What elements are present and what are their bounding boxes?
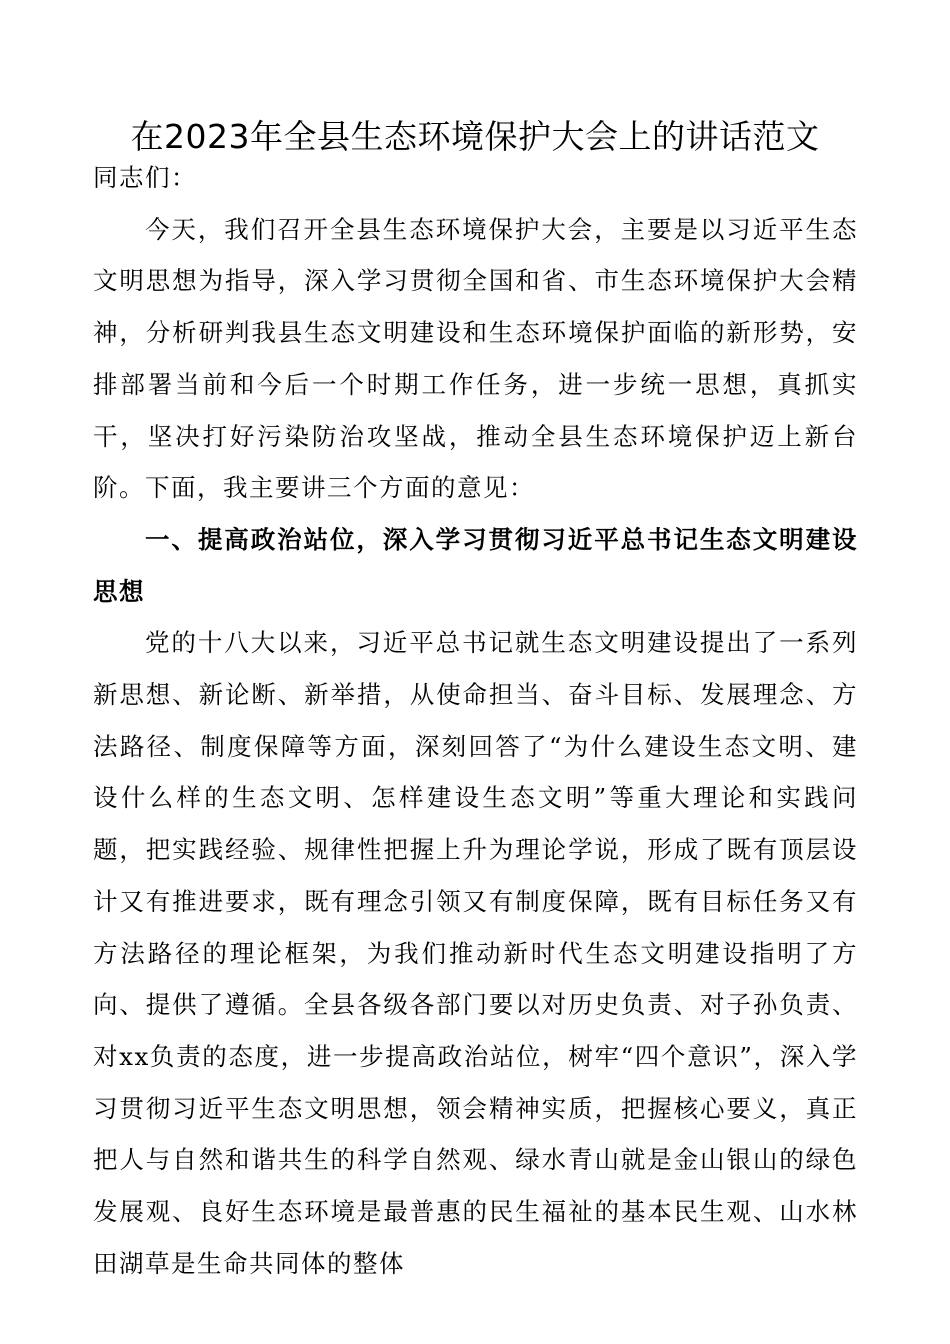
document-body	[93, 152, 858, 1289]
section-1-heading: 一、提高政治站位，深入学习贯彻习近平总书记生态文明建设思想	[93, 524, 858, 606]
intro-paragraph: 今天，我们召开全县生态环境保护大会，主要是以习近平生态文明思想为指导，深入学习贯彻全国和省、市生态环境保护大会精神，分析研判我县生态文明建设和生态环境保护面临的新形势，安排部署当前和今后一个时期工作任务，进一步统一思想，真抓实干，坚决打好污染防治攻坚战，推动全县生态环境保护迈上新台阶。下面，我主要讲三个方面的意见：	[93, 214, 858, 503]
salutation: 同志们：	[93, 163, 197, 192]
section-1-paragraph: 党的十八大以来，习近平总书记就生态文明建设提出了一系列新思想、新论断、新举措，从使命担当、奋斗目标、发展理念、方法路径、制度保障等方面，深刻回答了“为什么建设生态文明、建设什么样的生态文明、怎样建设生态文明”等重大理论和实践问题，把实践经验、规律性把握上升为理论学说，形成了既有顶层设计又有推进要求，既有理念引领又有制度保障，既有目标任务又有方法路径的理论框架，为我们推动新时代生态文明建设指明了方向、提供了遵循。全县各级各部门要以对历史负责、对子孙负责、对xx负责的态度，进一步提高政治站位，树牢“四个意识”，深入学习贯彻习近平生态文明思想，领会精神实质，把握核心要义，真正把人与自然和谐共生的科学自然观、绿水青山就是金山银山的绿色发展观、良好生态环境是最普惠的民生福祉的基本民生观、山水林田湖草是生命共同体的整体	[93, 628, 858, 1278]
document-title: 在2023年全县生态环境保护大会上的讲话范文	[130, 117, 820, 156]
